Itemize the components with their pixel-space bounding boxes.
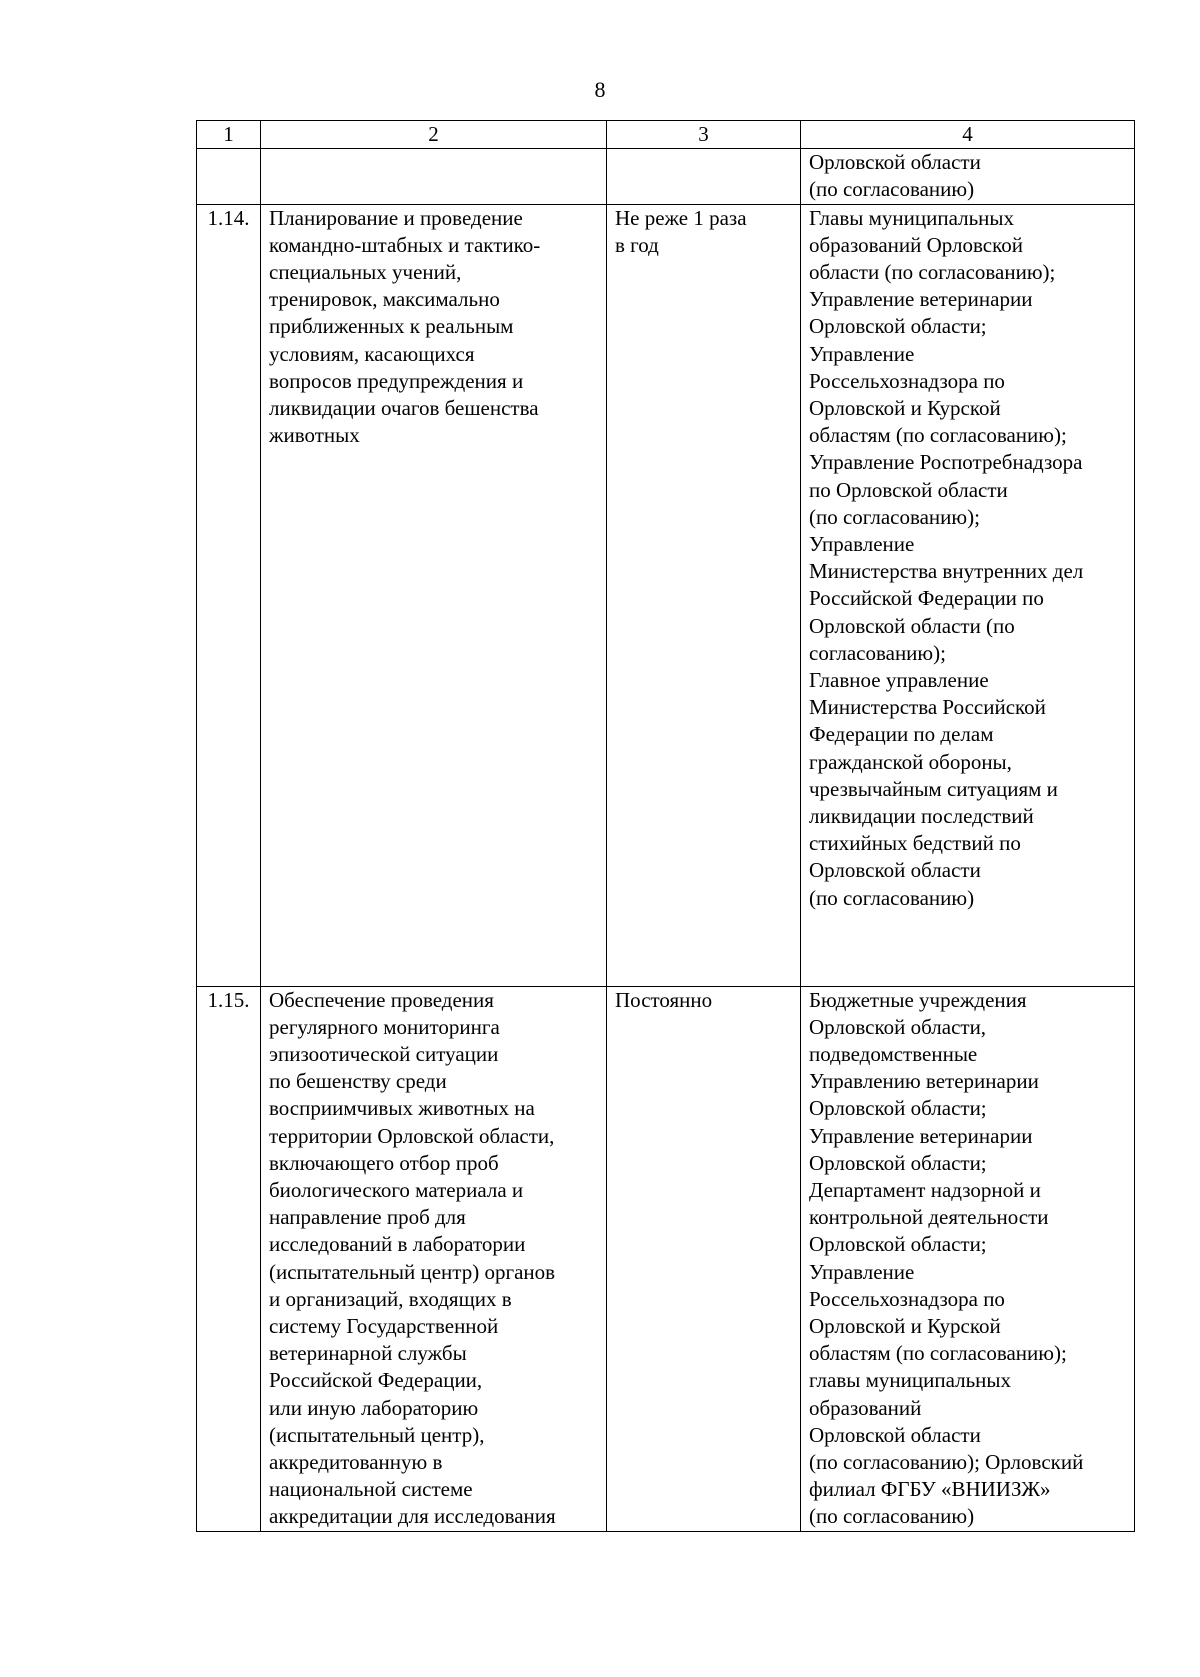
column-header-3: 3 [607, 121, 801, 149]
row-number-cell: 1.14. [197, 204, 261, 986]
action-cell: Планирование и проведение командно-штабных и тактико- специальных учений, тренировок, максимально приближенных к реальным условиям, касающихся вопросов предупреждения и ликвидации очагов бешенства животных [261, 204, 607, 986]
column-header-1: 1 [197, 121, 261, 149]
action-cell: Обеспечение проведения регулярного мониторинга эпизоотической ситуации по бешенству среди восприимчивых животных на территории Орловской области, включающего отбор проб биологического материала и направление проб для исследований в лаборатории (испытательный центр) органов и организаций, входящих в систему Государственной ветеринарной службы Российской Федерации, или иную лабораторию (испытательный центр), аккредитованную в национальной системе аккредитации для исследования [261, 986, 607, 1531]
row-number-cell: 1.15. [197, 986, 261, 1531]
table-row [197, 986, 1135, 1531]
measures-table [196, 120, 1135, 1532]
responsible-cell: Главы муниципальных образований Орловской области (по согласованию); Управление ветеринарии Орловской области; Управление Россельхознадзора по Орловской и Курской областям (по согласованию); Управление Роспотребнадзора по Орловской области (по согласованию); Управление Министерства внутренних дел Российской Федерации по Орловской области (по согласованию); Главное управление Министерства Российской Федерации по делам гражданской обороны, чрезвычайным ситуациям и ликвидации последствий стихийных бедствий по Орловской области (по согласованию) [801, 204, 1135, 986]
row-number-cell [197, 149, 261, 204]
column-header-2: 2 [261, 121, 607, 149]
table-header-row [197, 121, 1135, 149]
column-header-4: 4 [801, 121, 1135, 149]
table-row [197, 204, 1135, 986]
responsible-cell: Бюджетные учреждения Орловской области, подведомственные Управлению ветеринарии Орловской области; Управление ветеринарии Орловской области; Департамент надзорной и контрольной деятельности Орловской области; Управление Россельхознадзора по Орловской и Курской областям (по согласованию); главы муниципальных образований Орловской области (по согласованию); Орловский филиал ФГБУ «ВНИИЗЖ» (по согласованию) [801, 986, 1135, 1531]
term-cell: Не реже 1 раза в год [607, 204, 801, 986]
term-cell: Постоянно [607, 986, 801, 1531]
responsible-cell: Орловской области (по согласованию) [801, 149, 1135, 204]
action-cell [261, 149, 607, 204]
term-cell [607, 149, 801, 204]
table-row [197, 149, 1135, 204]
page-number: 8 [594, 77, 606, 102]
